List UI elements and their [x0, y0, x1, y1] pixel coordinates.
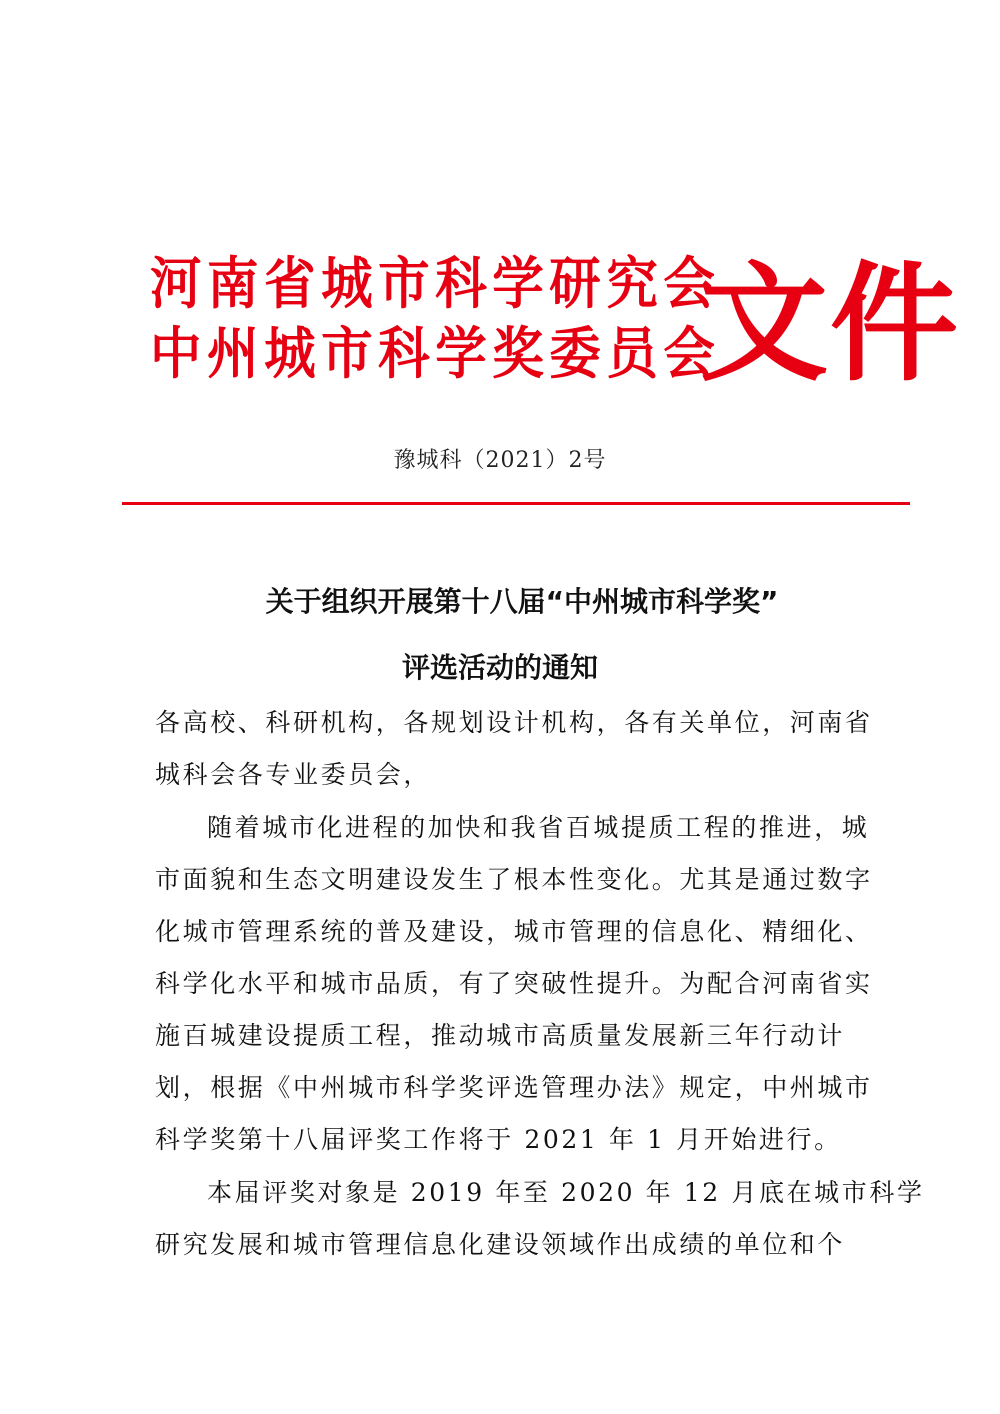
- salutation: [155, 697, 873, 801]
- text-line: 化城市管理系统的普及建设，城市管理的信息化、精细化、: [155, 917, 873, 946]
- text-line: 本届评奖对象是 2019 年至 2020 年 12 月底在城市科学: [207, 1178, 925, 1207]
- org-name-line-2: 中州城市科学奖委员会: [150, 322, 721, 387]
- text-line: 划，根据《中州城市科学奖评选管理办法》规定，中州城市: [155, 1073, 873, 1102]
- notice-title-line-2: 评选活动的通知: [401, 651, 598, 684]
- text-line: 市面貌和生态文明建设发生了根本性变化。尤其是通过数字: [155, 865, 873, 894]
- document-header-word: 文件: [700, 250, 961, 399]
- text-line: 各高校、科研机构，各规划设计机构，各有关单位，河南省: [155, 708, 873, 737]
- body-paragraph-2: [155, 1167, 925, 1271]
- notice-title-line-1: 关于组织开展第十八届“中州城市科学奖”: [265, 585, 779, 618]
- issuing-organizations: [150, 250, 721, 390]
- org-name-line-1: 河南省城市科学研究会: [150, 252, 721, 317]
- text-line: 科学奖第十八届评奖工作将于 2021 年 1 月开始进行。: [155, 1125, 842, 1154]
- text-line: 施百城建设提质工程，推动城市高质量发展新三年行动计: [155, 1021, 846, 1050]
- text-line: 科学化水平和城市品质，有了突破性提升。为配合河南省实: [155, 969, 873, 998]
- document-number: 豫城科（2021）2号: [393, 448, 607, 473]
- body-paragraph-1: [155, 802, 873, 1166]
- red-divider-line: [122, 502, 910, 505]
- text-line: 随着城市化进程的加快和我省百城提质工程的推进，城: [207, 813, 870, 842]
- text-line: 研究发展和城市管理信息化建设领域作出成绩的单位和个: [155, 1230, 846, 1259]
- text-line: 城科会各专业委员会，: [155, 760, 432, 789]
